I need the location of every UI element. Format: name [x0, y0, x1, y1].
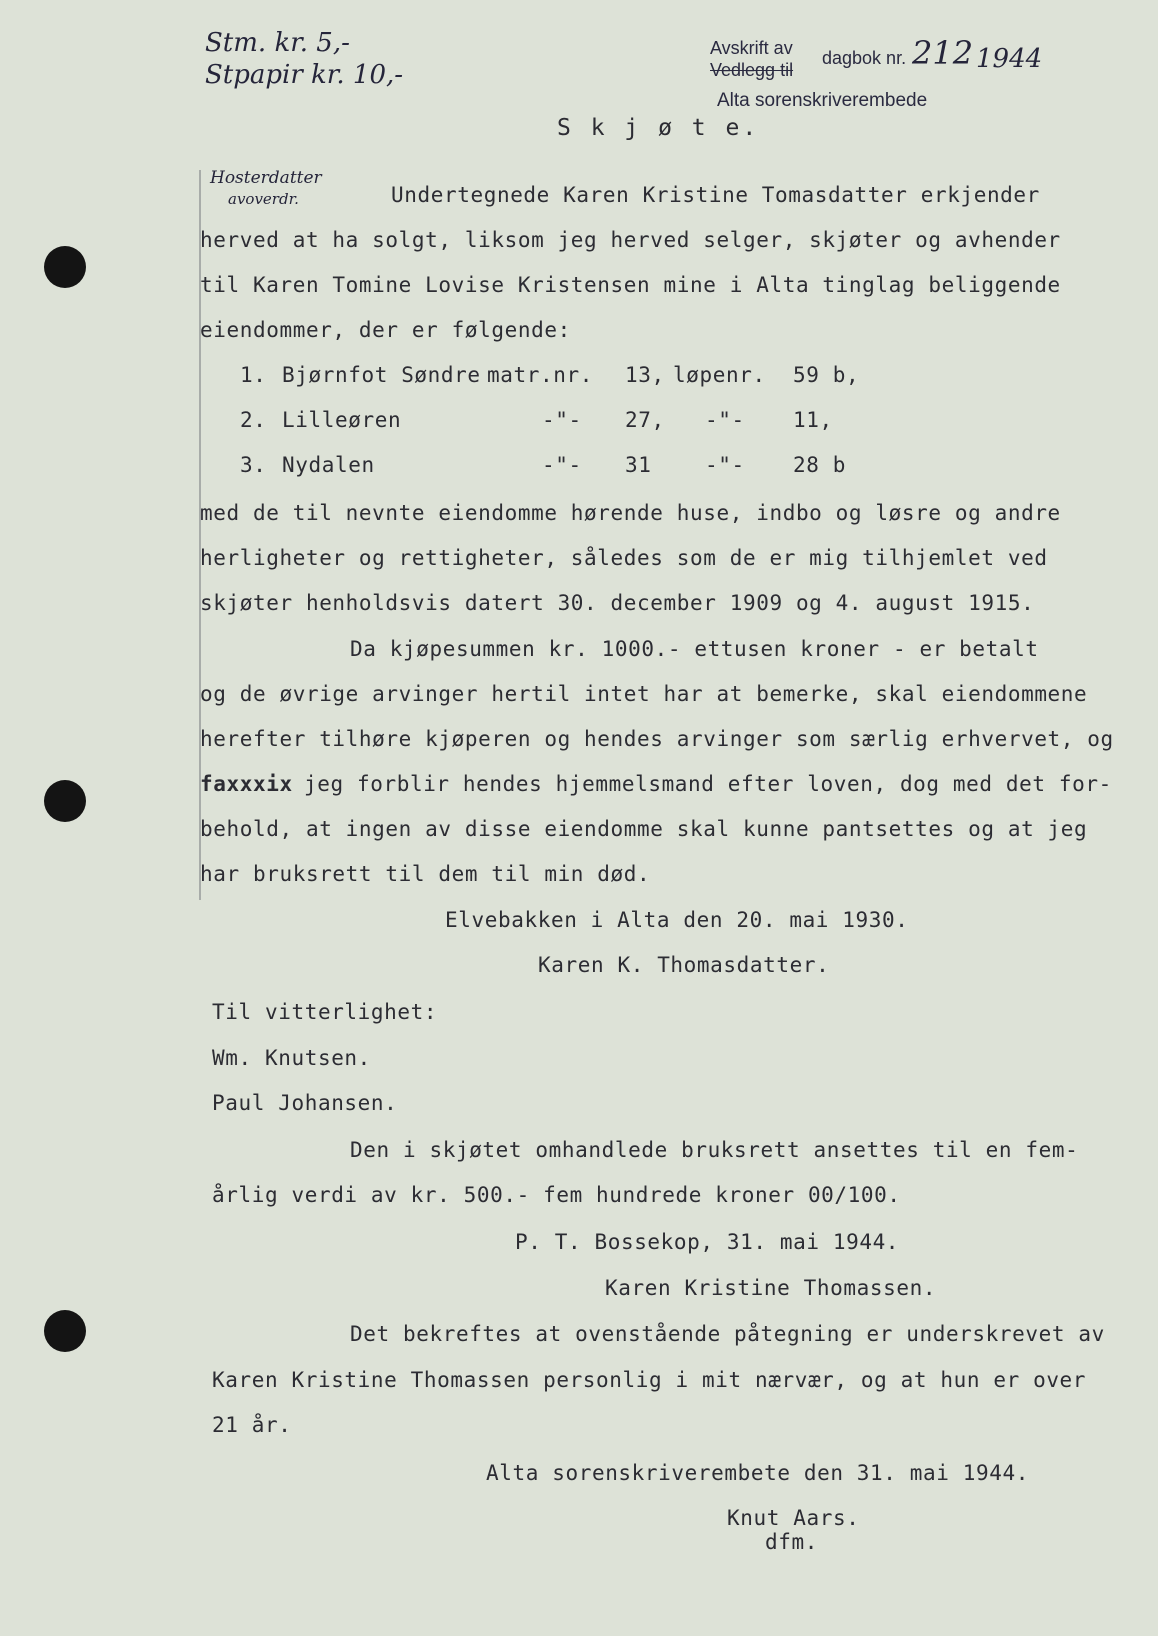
struck-word: faxxxix — [200, 772, 293, 796]
property-lopenr-label: -"- — [705, 408, 745, 432]
intro-line: eiendommer, der er følgende: — [200, 318, 571, 342]
property-name: Nydalen — [282, 453, 375, 477]
confirmation-line: 21 år. — [212, 1413, 292, 1437]
body-line: og de øvrige arvinger hertil intet har at bemerke, skal eiendommene — [200, 682, 1088, 706]
official-title: dfm. — [765, 1530, 818, 1554]
punch-hole — [44, 1310, 86, 1352]
signature-seller: Karen K. Thomasdatter. — [538, 953, 830, 977]
intro-line: herved at ha solgt, liksom jeg herved selger, skjøter og avhender — [200, 228, 1061, 252]
body-line: herligheter og rettigheter, således som de er mig tilhjemlet ved — [200, 546, 1048, 570]
stamp-dagbok: dagbok nr. — [822, 48, 907, 68]
property-name: Bjørnfot Søndre — [282, 363, 481, 387]
signature-seller-1944: Karen Kristine Thomassen. — [605, 1276, 937, 1300]
property-lopenr-label: -"- — [705, 453, 745, 477]
property-lopenr-label: løpenr. — [673, 363, 766, 387]
valuation-line: årlig verdi av kr. 500.- fem hundrede kroner 00/100. — [212, 1183, 901, 1207]
property-name: Lilleøren — [282, 408, 402, 432]
property-lopenr: 28 b — [793, 453, 846, 477]
body-line: jeg forblir hendes hjemmelsmand efter loven, dog med det for- — [304, 772, 1112, 796]
property-matr: 13, — [625, 363, 665, 387]
punch-hole — [44, 246, 86, 288]
dagbok-number: 212 — [912, 34, 974, 72]
margin-note-line-2: avoverdr. — [228, 190, 299, 208]
fee-note-stamp: Stm. kr. 5,- — [205, 28, 350, 58]
property-matr: 31 — [625, 453, 652, 477]
property-matr: 27, — [625, 408, 665, 432]
property-lopenr: 59 b, — [793, 363, 860, 387]
place-date-1944: P. T. Bossekop, 31. mai 1944. — [515, 1230, 900, 1254]
body-line: herefter tilhøre kjøperen og hendes arvinger som særlig erhvervet, og — [200, 727, 1114, 751]
body-line: behold, at ingen av disse eiendomme skal kunne pantsettes og at jeg — [200, 817, 1088, 841]
property-number: 2. — [240, 408, 267, 432]
intro-line: Undertegnede Karen Kristine Tomasdatter erkjender — [391, 183, 1040, 207]
witness-name: Wm. Knutsen. — [212, 1046, 371, 1070]
body-line: skjøter henholdsvis datert 30. december 1909 og 4. august 1915. — [200, 591, 1035, 615]
confirmation-line: Det bekreftes at ovenstående påtegning er underskrevet av — [350, 1322, 1105, 1346]
confirmation-line: Karen Kristine Thomassen personlig i mit nærvær, og at hun er over — [212, 1368, 1087, 1392]
place-date-office: Alta sorenskriverembete den 31. mai 1944. — [486, 1461, 1029, 1485]
valuation-line: Den i skjøtet omhandlede bruksrett ansettes til en fem- — [350, 1138, 1079, 1162]
witness-heading: Til vitterlighet: — [212, 1000, 438, 1024]
property-lopenr: 11, — [793, 408, 833, 432]
body-line: med de til nevnte eiendomme hørende huse, indbo og løsre og andre — [200, 501, 1061, 525]
intro-line: til Karen Tomine Lovise Kristensen mine i Alta tinglag beliggende — [200, 273, 1061, 297]
body-line: Da kjøpesummen kr. 1000.- ettusen kroner - er betalt — [350, 637, 1039, 661]
fee-note-paper: Stpapir kr. 10,- — [205, 60, 404, 90]
punch-hole — [44, 780, 86, 822]
property-matr-label: -"- — [542, 408, 582, 432]
witness-name: Paul Johansen. — [212, 1091, 398, 1115]
property-matr-label: matr.nr. — [487, 363, 593, 387]
official-name: Knut Aars. — [727, 1506, 860, 1530]
document-title: S k j ø t e. — [557, 115, 760, 141]
property-matr-label: -"- — [542, 453, 582, 477]
dagbok-year: 1944 — [976, 44, 1043, 74]
stamp-office: Alta sorenskriverembede — [717, 90, 928, 111]
place-date-1930: Elvebakken i Alta den 20. mai 1930. — [445, 908, 909, 932]
body-line: har bruksrett til dem til min død. — [200, 862, 651, 886]
margin-note-line-1: Hosterdatter — [210, 168, 322, 188]
stamp-vedlegg: Vedlegg til — [710, 60, 794, 80]
stamp-avskrift: Avskrift av — [710, 38, 793, 58]
property-number: 3. — [240, 453, 267, 477]
property-number: 1. — [240, 363, 267, 387]
